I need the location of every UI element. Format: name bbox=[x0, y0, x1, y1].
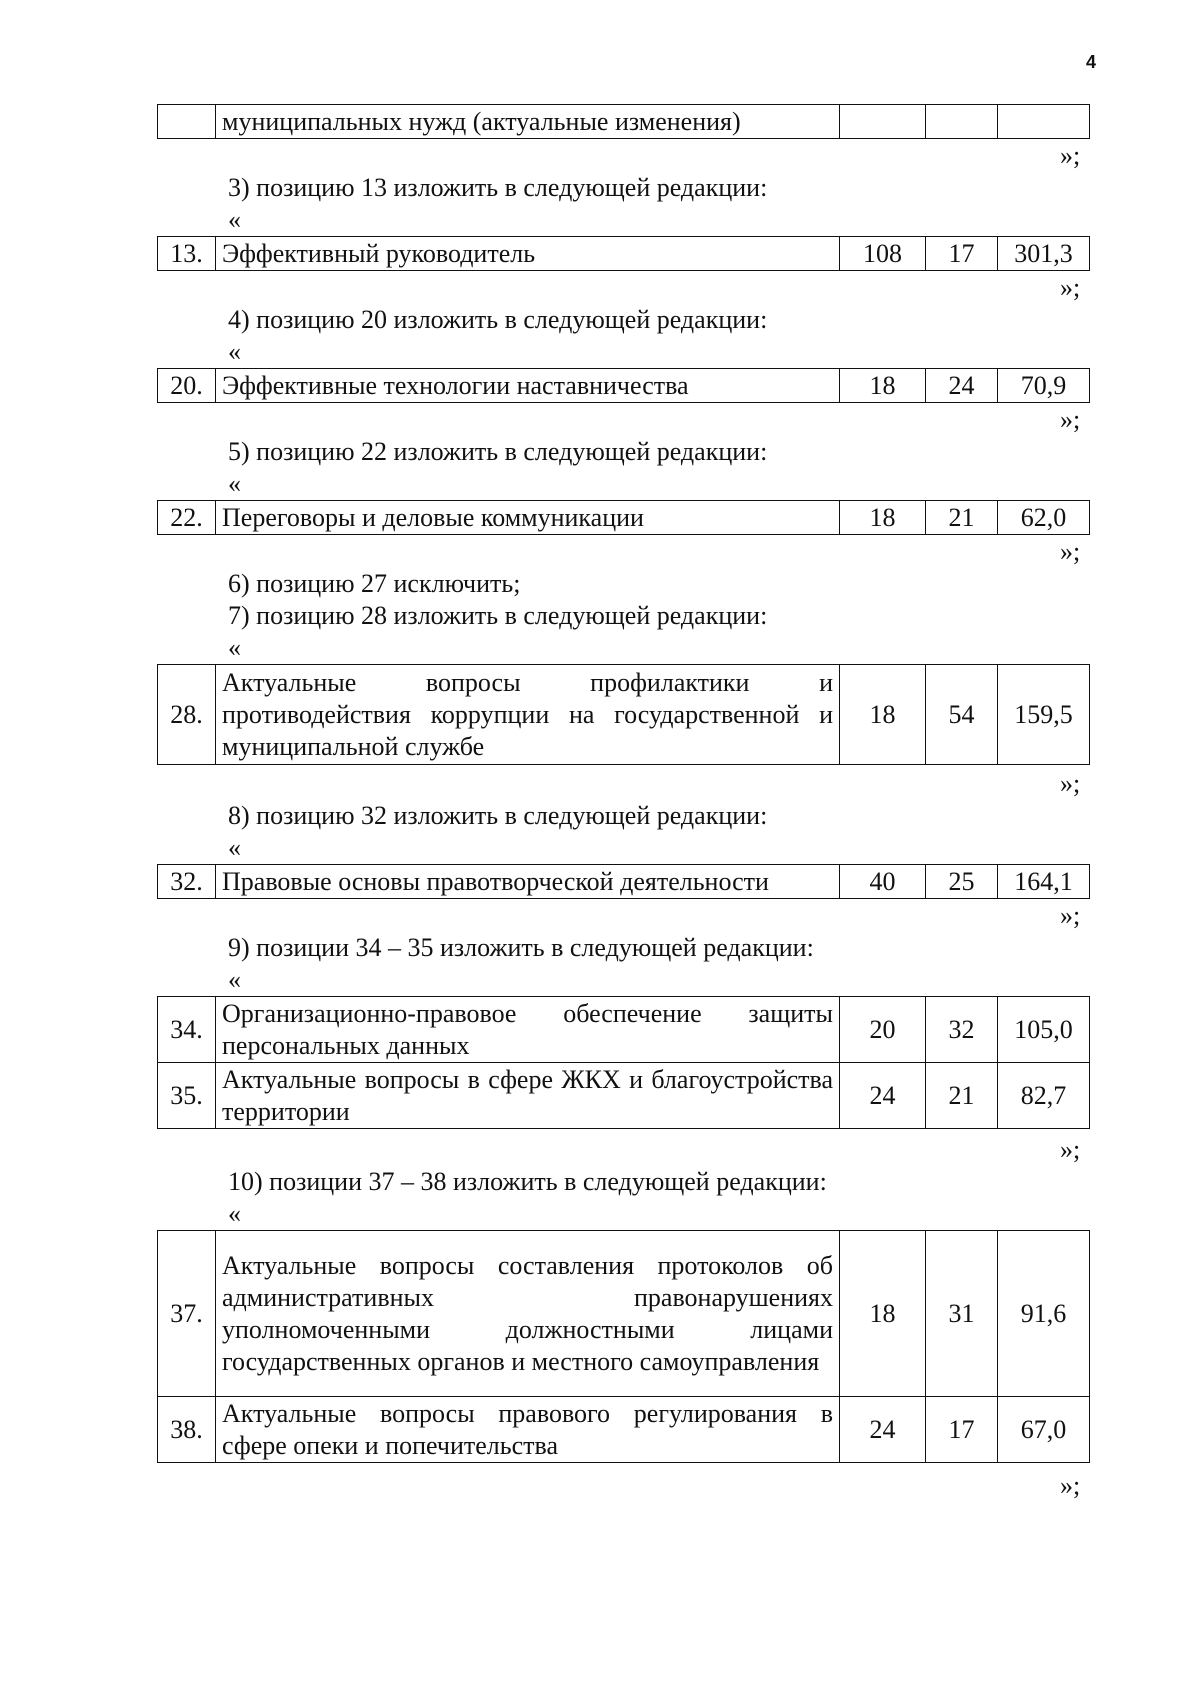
position-13-table bbox=[157, 236, 1090, 271]
value-cell: 159,5 bbox=[998, 665, 1090, 765]
table-row bbox=[158, 997, 1090, 1063]
value-cell: 18 bbox=[840, 665, 926, 765]
value-cell: 82,7 bbox=[998, 1063, 1090, 1129]
position-20-table bbox=[157, 368, 1090, 403]
closing-quote: »; bbox=[1060, 537, 1081, 566]
value-cell bbox=[998, 105, 1090, 139]
table-row bbox=[158, 665, 1090, 765]
value-cell: 17 bbox=[926, 1397, 998, 1463]
value-cell: 54 bbox=[926, 665, 998, 765]
position-number-cell: 20. bbox=[158, 369, 216, 403]
value-cell: 62,0 bbox=[998, 501, 1090, 535]
value-cell: 18 bbox=[840, 369, 926, 403]
positions-37-38-table bbox=[157, 1230, 1090, 1463]
closing-quote: »; bbox=[1060, 273, 1081, 302]
value-cell: 164,1 bbox=[998, 865, 1090, 899]
position-name-cell: муниципальных нужд (актуальные изменения) bbox=[216, 105, 840, 139]
position-name-cell: Актуальные вопросы правового регулирования в сфере опеки и попечительства bbox=[216, 1397, 840, 1463]
closing-quote: »; bbox=[1060, 901, 1081, 930]
value-cell: 24 bbox=[926, 369, 998, 403]
position-number-cell: 34. bbox=[158, 997, 216, 1063]
position-number-cell: 13. bbox=[158, 237, 216, 271]
opening-quote: « bbox=[228, 205, 241, 234]
position-name-cell: Правовые основы правотворческой деятельности bbox=[216, 865, 840, 899]
value-cell: 91,6 bbox=[998, 1231, 1090, 1397]
value-cell: 24 bbox=[840, 1397, 926, 1463]
instruction-7: 7) позицию 28 изложить в следующей редакции: bbox=[228, 601, 768, 630]
table-row bbox=[158, 105, 1090, 139]
opening-quote: « bbox=[228, 965, 241, 994]
table-row bbox=[158, 1231, 1090, 1397]
value-cell: 17 bbox=[926, 237, 998, 271]
continued-table bbox=[157, 104, 1090, 139]
value-cell: 24 bbox=[840, 1063, 926, 1129]
opening-quote: « bbox=[228, 469, 241, 498]
opening-quote: « bbox=[228, 1199, 241, 1228]
value-cell: 105,0 bbox=[998, 997, 1090, 1063]
positions-34-35-table bbox=[157, 996, 1090, 1129]
table-row bbox=[158, 369, 1090, 403]
position-number-cell: 32. bbox=[158, 865, 216, 899]
position-32-table bbox=[157, 864, 1090, 899]
value-cell: 18 bbox=[840, 501, 926, 535]
table-row bbox=[158, 1397, 1090, 1463]
value-cell: 70,9 bbox=[998, 369, 1090, 403]
position-name-cell: Эффективные технологии наставничества bbox=[216, 369, 840, 403]
position-22-table bbox=[157, 500, 1090, 535]
position-number-cell: 28. bbox=[158, 665, 216, 765]
closing-quote: »; bbox=[1060, 405, 1081, 434]
position-28-table bbox=[157, 664, 1090, 765]
instruction-6: 6) позицию 27 исключить; bbox=[228, 569, 521, 598]
position-number-cell: 38. bbox=[158, 1397, 216, 1463]
value-cell: 31 bbox=[926, 1231, 998, 1397]
value-cell: 21 bbox=[926, 1063, 998, 1129]
value-cell: 301,3 bbox=[998, 237, 1090, 271]
instruction-4: 4) позицию 20 изложить в следующей редакции: bbox=[228, 305, 768, 334]
position-name-cell: Эффективный руководитель bbox=[216, 237, 840, 271]
position-name-cell: Переговоры и деловые коммуникации bbox=[216, 501, 840, 535]
value-cell: 20 bbox=[840, 997, 926, 1063]
position-name-cell: Организационно-правовое обеспечение защиты персональных данных bbox=[216, 997, 840, 1063]
position-number-cell: 35. bbox=[158, 1063, 216, 1129]
opening-quote: « bbox=[228, 833, 241, 862]
instruction-3: 3) позицию 13 изложить в следующей редакции: bbox=[228, 173, 768, 202]
table-row bbox=[158, 237, 1090, 271]
value-cell bbox=[926, 105, 998, 139]
instruction-9: 9) позиции 34 – 35 изложить в следующей редакции: bbox=[228, 933, 814, 962]
table-row bbox=[158, 501, 1090, 535]
opening-quote: « bbox=[228, 633, 241, 662]
position-name-cell: Актуальные вопросы профилактики и противодействия коррупции на государственной и муниципальной службе bbox=[216, 665, 840, 765]
position-number-cell: 37. bbox=[158, 1231, 216, 1397]
opening-quote: « bbox=[228, 337, 241, 366]
value-cell: 40 bbox=[840, 865, 926, 899]
page-number: 4 bbox=[1085, 52, 1096, 72]
instruction-10: 10) позиции 37 – 38 изложить в следующей редакции: bbox=[228, 1167, 827, 1196]
table-row bbox=[158, 865, 1090, 899]
value-cell: 25 bbox=[926, 865, 998, 899]
value-cell: 67,0 bbox=[998, 1397, 1090, 1463]
closing-quote: »; bbox=[1060, 141, 1081, 170]
value-cell: 18 bbox=[840, 1231, 926, 1397]
instruction-8: 8) позицию 32 изложить в следующей редакции: bbox=[228, 801, 768, 830]
position-name-cell: Актуальные вопросы составления протоколов об административных правонарушениях уполномоченными должностными лицами государственных органов и местного самоуправления bbox=[216, 1231, 840, 1397]
value-cell: 32 bbox=[926, 997, 998, 1063]
position-name-cell: Актуальные вопросы в сфере ЖКХ и благоустройства территории bbox=[216, 1063, 840, 1129]
instruction-5: 5) позицию 22 изложить в следующей редакции: bbox=[228, 437, 768, 466]
position-number-cell bbox=[158, 105, 216, 139]
closing-quote: »; bbox=[1060, 1471, 1081, 1500]
value-cell: 108 bbox=[840, 237, 926, 271]
table-row bbox=[158, 1063, 1090, 1129]
closing-quote: »; bbox=[1060, 769, 1081, 798]
closing-quote: »; bbox=[1060, 1135, 1081, 1164]
value-cell: 21 bbox=[926, 501, 998, 535]
value-cell bbox=[840, 105, 926, 139]
position-number-cell: 22. bbox=[158, 501, 216, 535]
